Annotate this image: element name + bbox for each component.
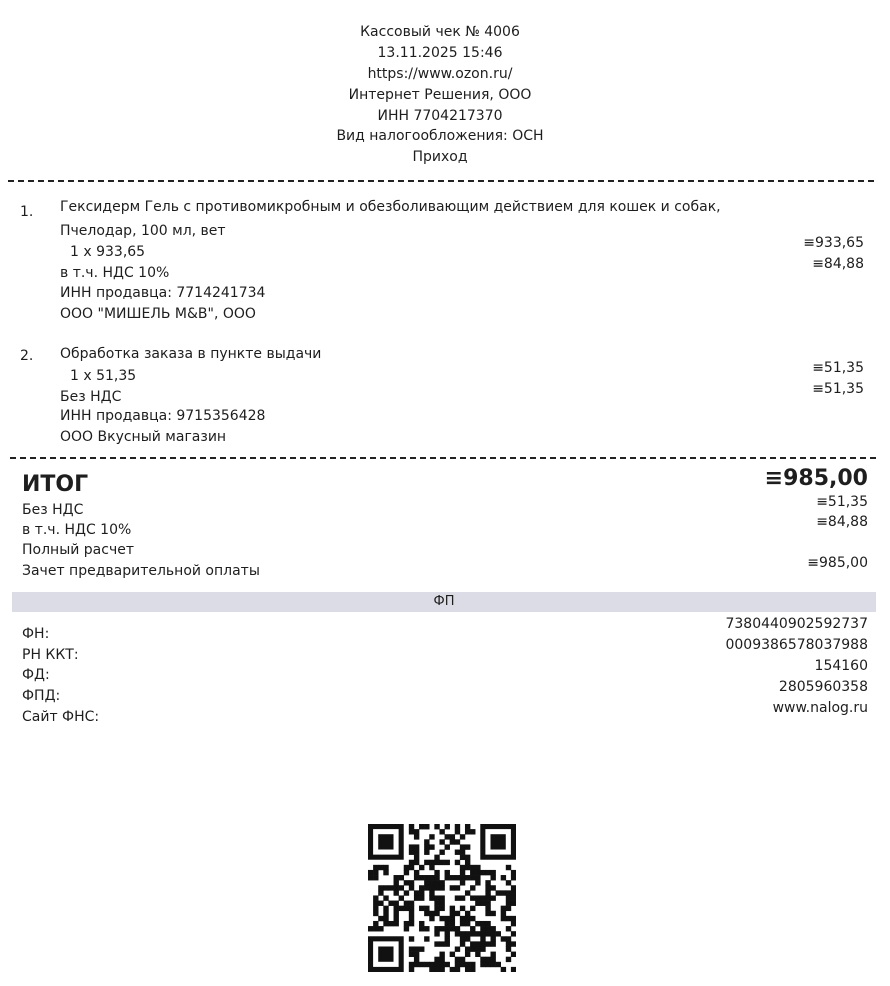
item-1-amount: ≡933,65 [803,235,864,251]
item-1-vat-amount: ≡84,88 [812,256,864,272]
item-1-vat-label: в т.ч. НДС 10% [60,265,170,281]
rn-kkt-value: 0009386578037988 [725,637,868,653]
divider-total [10,457,876,459]
full-payment-label: Полный расчет [22,542,134,558]
item-1-qty-price: 1 x 933,65 [70,244,146,260]
total-vat-amount: ≡84,88 [816,514,868,530]
fns-site-label: Сайт ФНС: [22,709,100,725]
operation-type: Приход [412,149,468,165]
item-2-seller-inn: ИНН продавца: 9715356428 [60,408,266,424]
item-2-seller-name: ООО Вкусный магазин [60,429,227,445]
item-2-vat-label: Без НДС [60,389,122,405]
company-name: Интернет Решения, ООО [348,87,532,103]
fns-site-value: www.nalog.ru [772,700,868,716]
fn-value: 7380440902592737 [725,616,868,632]
item-1-seller-name: ООО "МИШЕЛЬ М&В", ООО [60,306,256,322]
item-2-amount: ≡51,35 [812,360,864,376]
fd-label: ФД: [22,667,50,683]
total-vat-label: в т.ч. НДС 10% [22,522,132,538]
item-2-vat-amount: ≡51,35 [812,381,864,397]
total-amount: ≡985,00 [764,466,868,491]
item-1-name-line1: Гексидерм Гель с противомикробным и обезболивающим действием для кошек и собак, [60,199,721,215]
fd-value: 154160 [814,658,868,674]
company-inn: ИНН 7704217370 [377,108,503,124]
item-1-name-line2: Пчелодар, 100 мл, вет [60,223,226,239]
receipt-datetime: 13.11.2025 15:46 [377,45,503,61]
fiscal-bar: ФП [12,592,876,612]
item-2-qty-price: 1 x 51,35 [70,368,137,384]
fpd-value: 2805960358 [778,679,868,695]
item-1-seller-inn: ИНН продавца: 7714241734 [60,285,266,301]
tax-system: Вид налогообложения: ОСН [336,128,544,144]
receipt-title: Кассовый чек № 4006 [360,24,520,40]
rn-kkt-label: РН ККТ: [22,647,79,663]
shop-url: https://www.ozon.ru/ [367,66,513,82]
prepayment-amount: ≡985,00 [807,555,868,571]
total-no-vat-amount: ≡51,35 [816,494,868,510]
total-no-vat-label: Без НДС [22,502,84,518]
divider-top [8,180,874,182]
item-1-number: 1. [20,204,34,220]
total-label: ИТОГ [22,472,89,497]
item-2-number: 2. [20,348,34,364]
fn-label: ФН: [22,626,50,642]
item-2-name: Обработка заказа в пункте выдачи [60,346,322,362]
prepayment-label: Зачет предварительной оплаты [22,563,260,579]
fpd-label: ФПД: [22,688,61,704]
qr-code [368,824,516,972]
